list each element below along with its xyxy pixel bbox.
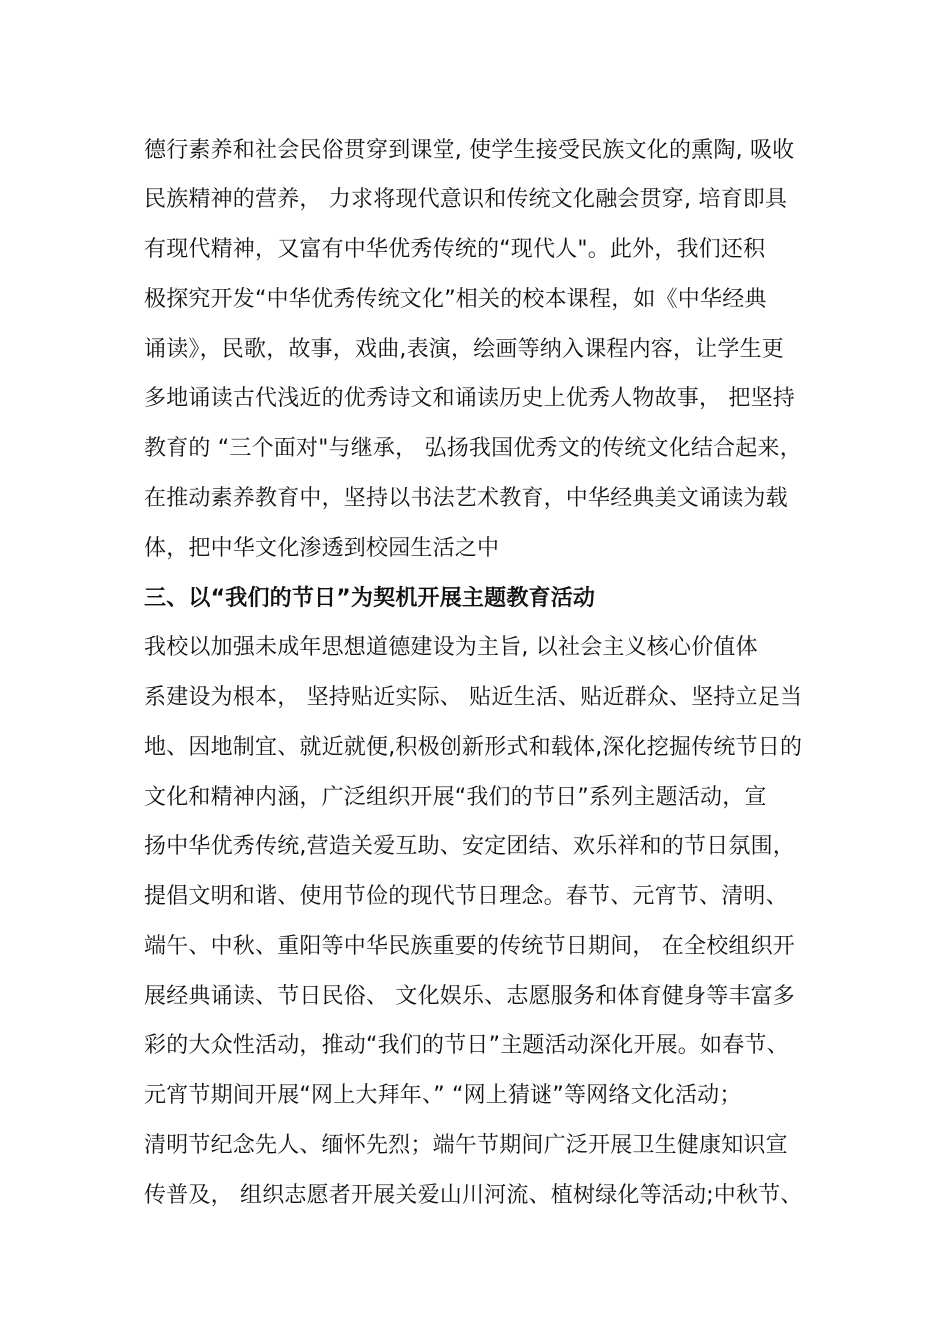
paragraph-2-line: 地、因地制宜、就近就便,积极创新形式和载体,深化挖掘传统节日的 bbox=[144, 735, 803, 760]
paragraph-2-line: 彩的大众性活动，推动“我们的节日”主题活动深化开展。如春节、 bbox=[144, 1033, 789, 1058]
paragraph-1-line: 民族精神的营养， 力求将现代意识和传统文化融会贯穿, 培育即具 bbox=[144, 187, 788, 212]
paragraph-2-line: 我校以加强未成年思想道德建设为主旨, 以社会主义核心价值体 bbox=[144, 635, 758, 660]
paragraph-1-line: 德行素养和社会民俗贯穿到课堂, 使学生接受民族文化的熏陶, 吸收 bbox=[144, 138, 795, 163]
paragraph-1-line: 教育的 “三个面对"与继承， 弘扬我国优秀文的传统文化结合起来， bbox=[144, 436, 802, 461]
section-heading: 三、以“我们的节日”为契机开展主题教育活动 bbox=[144, 586, 596, 611]
paragraph-2-line: 元宵节期间开展“网上大拜年、” “网上猜谜”等网络文化活动； bbox=[144, 1083, 742, 1108]
paragraph-2-line: 端午、中秋、重阳等中华民族重要的传统节日期间， 在全校组织开 bbox=[144, 934, 795, 959]
paragraph-2-line: 提倡文明和谐、使用节俭的现代节日理念。春节、元宵节、清明、 bbox=[144, 884, 788, 909]
paragraph-1-line: 有现代精神，又富有中华优秀传统的“现代人"。此外，我们还积 bbox=[144, 237, 766, 262]
paragraph-2-line: 展经典诵读、节日民俗、 文化娱乐、志愿服务和体育健身等丰富多 bbox=[144, 984, 795, 1009]
paragraph-1-line: 体，把中华文化渗透到校园生活之中 bbox=[144, 536, 500, 561]
paragraph-2-line: 传普及， 组织志愿者开展关爱山川河流、植树绿化等活动;中秋节、 bbox=[144, 1183, 803, 1208]
paragraph-1-line: 极探究开发“中华优秀传统文化”相关的校本课程，如《中华经典 bbox=[144, 287, 767, 312]
paragraph-2-line: 系建设为根本， 坚持贴近实际、 贴近生活、贴近群众、坚持立足当 bbox=[144, 685, 803, 710]
paragraph-1-line: 诵读》，民歌，故事，戏曲,表演，绘画等纳入课程内容，让学生更 bbox=[144, 337, 784, 362]
paragraph-2-line: 扬中华优秀传统,营造关爱互助、安定团结、欢乐祥和的节日氛围， bbox=[144, 834, 795, 859]
paragraph-1-line: 在推动素养教育中，坚持以书法艺术教育，中华经典美文诵读为载 bbox=[144, 486, 788, 511]
paragraph-1-line: 多地诵读古代浅近的优秀诗文和诵读历史上优秀人物故事， 把坚持 bbox=[144, 386, 795, 411]
paragraph-2-line: 清明节纪念先人、缅怀先烈；端午节期间广泛开展卫生健康知识宣 bbox=[144, 1133, 788, 1158]
paragraph-2-line: 文化和精神内涵，广泛组织开展“我们的节日”系列主题活动，宣 bbox=[144, 785, 767, 810]
